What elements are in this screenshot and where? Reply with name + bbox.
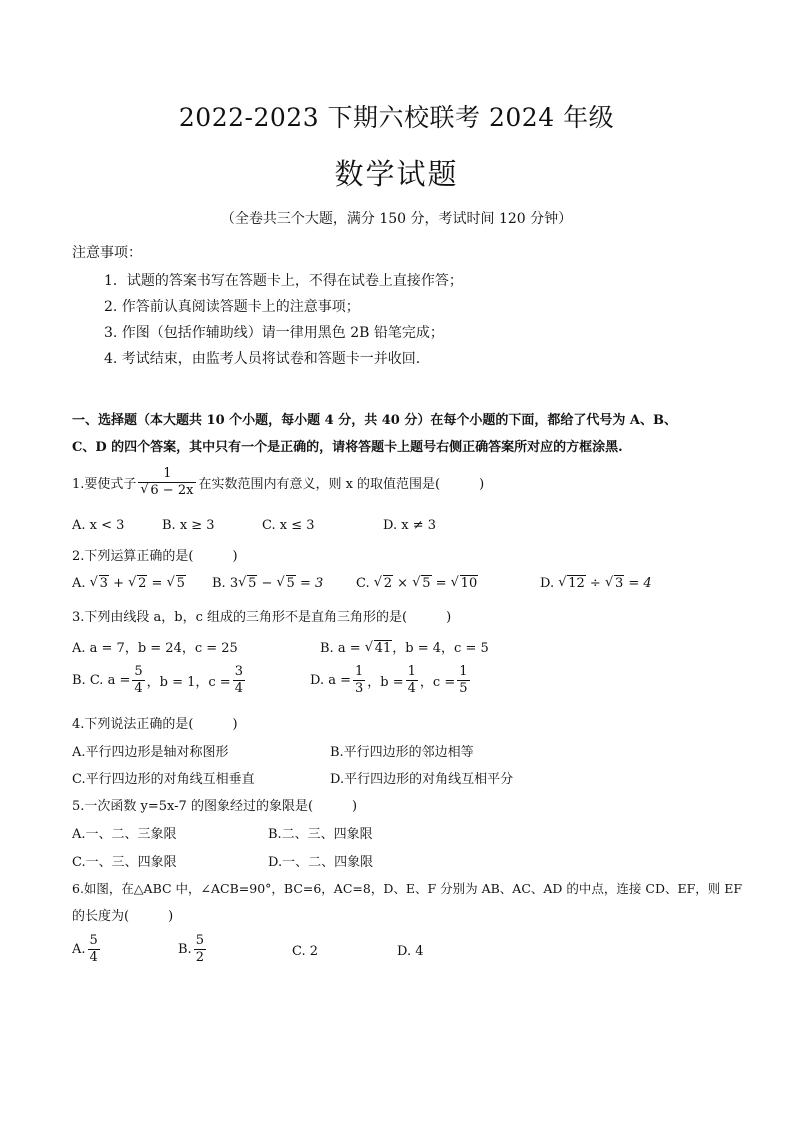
q1-frac-num: 1: [138, 466, 196, 483]
question-6-stem-line2: 的长度为( ): [72, 909, 174, 924]
q2-option-a: A. √ 3 + √ 2 = √ 5: [72, 576, 186, 591]
q4-option-c: C.平行四边形的对角线互相垂直: [72, 772, 255, 787]
section1-instructions-line2: C、D 的四个答案，其中只有一个是正确的，请将答题卡上题号右侧正确答案所对应的方框涂黑.: [72, 440, 623, 455]
notes-item-2: 2. 作答前认真阅读答题卡上的注意事项；: [104, 299, 360, 315]
q5-option-a: A.一、二、三象限: [72, 827, 177, 842]
notes-item-3: 3. 作图（包括作辅助线）请一律用黑色 2B 铅笔完成；: [104, 325, 444, 341]
q6-option-a: A. $\frac{5}{4}$: [72, 933, 98, 965]
q5-option-d: D.一、二、四象限: [268, 855, 374, 870]
q1-prefix: 1.要使式子: [72, 477, 137, 492]
q4-option-d: D.平行四边形的对角线互相平分: [330, 772, 514, 787]
question-1-stem: [72, 466, 484, 499]
q1-radicand: 6 − 2x: [150, 483, 194, 498]
q1-option-c: C. x ≤ 3: [262, 518, 315, 533]
question-6-stem-line1: 6.如图，在△ABC 中，∠ACB=90°，BC=6，AC=8，D、E、F 分别为 AB、AC、AD 的中点，连接 CD、EF，则 EF: [72, 881, 743, 896]
q1-suffix: 在实数范围内有意义，则 x 的取值范围是( ): [198, 477, 485, 492]
exam-title-line2: 数学试题: [334, 157, 459, 191]
q3-option-d: D. a = $\frac{1}{3}$ ，b = $\frac{1}{4}$ ，c = $\frac{1}{5}$: [310, 664, 468, 696]
notes-heading: 注意事项：: [72, 245, 142, 261]
section1-instructions-line1: 一、选择题（本大题共 10 个小题，每小题 4 分，共 40 分）在每个小题的下面，都给了代号为 A、B、: [72, 413, 677, 428]
q3-option-c: B. C. a = $\frac{5}{4}$ ，b = 1，c = $\frac{3}{4}$: [72, 664, 243, 696]
q6-option-c: C. 2: [292, 944, 319, 959]
q4-option-a: A.平行四边形是轴对称图形: [72, 745, 229, 760]
q1-fraction: [138, 466, 196, 499]
question-2-stem: 2.下列运算正确的是( ): [72, 549, 238, 564]
q1-option-b: B. x ≥ 3: [162, 518, 215, 533]
q3-option-a: A. a = 7，b = 24，c = 25: [72, 641, 238, 656]
q1-option-d: D. x ≠ 3: [383, 518, 436, 533]
q4-option-b: B.平行四边形的邻边相等: [330, 745, 474, 760]
q1-sqrt: [140, 483, 194, 499]
question-5-stem: 5.一次函数 y=5x-7 的图象经过的象限是( ): [72, 799, 358, 814]
q3-option-b: B. a = √ 41，b = 4，c = 5: [320, 637, 489, 656]
q1-option-a: A. x < 3: [72, 518, 125, 533]
question-4-stem: 4.下列说法正确的是( ): [72, 717, 238, 732]
exam-subtitle: （全卷共三个大题，满分 150 分，考试时间 120 分钟）: [220, 211, 573, 227]
question-3-stem: 3.下列由线段 a，b，c 组成的三角形不是直角三角形的是( ): [72, 610, 452, 625]
q2-option-d: D. √ 12 ÷ √ 3 = 4: [540, 576, 652, 591]
q6-option-d: D. 4: [397, 944, 424, 959]
q5-option-b: B.二、三、四象限: [268, 827, 373, 842]
notes-item-4: 4. 考试结束，由监考人员将试卷和答题卡一并收回.: [104, 351, 421, 367]
q2-option-c: C. √ 2 × √ 5 = √ 10: [356, 576, 478, 591]
exam-title-line1: 2022-2023 下期六校联考 2024 年级: [178, 103, 615, 132]
notes-item-1: 1．试题的答案书写在答题卡上，不得在试卷上直接作答；: [104, 273, 463, 289]
q2-option-b: B. 3√ 5 − √ 5 = 3: [212, 576, 323, 591]
q5-option-c: C.一、三、四象限: [72, 855, 177, 870]
q6-option-b: B. $\frac{5}{2}$: [178, 933, 204, 965]
